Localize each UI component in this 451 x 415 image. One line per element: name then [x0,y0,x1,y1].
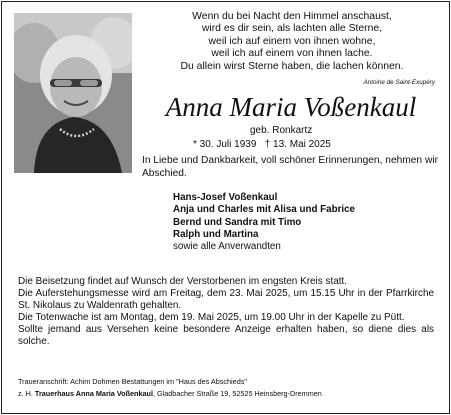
attention-line [18,388,438,400]
portrait-photo [14,13,132,173]
deceased-name: Anna Maria Voßenkaul [165,92,417,122]
poem-line: weil ich auf einem von ihnen wohne, [208,35,376,47]
poem-attribution: Antoine de Saint-Exupéry [363,79,435,86]
mourner-name: Anja und Charles mit Alisa und Fabrice [173,204,356,216]
contact-footer [18,376,438,399]
poem-line: Wenn du bei Nacht den Himmel anschaust, [192,11,392,22]
life-dates: * 30. Juli 1939 † 13. Mai 2025 [193,139,331,150]
mourner-name: Bernd und Sandra mit Timo [173,216,302,228]
birth-name: geb. Ronkartz [250,125,313,136]
notice-disclaimer: Sollte jemand aus Versehen keine besondere Anzeige erhalten haben, so diene dies als solche. [18,323,434,347]
vigil-notice: Die Totenwache ist am Montag, dem 19. Mai 2025, um 19.00 Uhr in der Kapelle zu Pütt. [18,311,405,323]
attention-prefix: z. H. [18,388,33,398]
attention-name: Trauerhaus Anna Maria Voßenkaul [34,388,153,398]
burial-notice: Die Beisetzung findet auf Wunsch der Verstorbenen im engsten Kreis statt. [18,276,348,287]
mourning-address: Traueranschrift: Achim Dohmen Bestattungen im "Haus des Abschieds" [18,377,247,386]
poem-line: wird es dir sein, als lachten alle Sterne, [201,23,383,35]
mourner-name: Ralph und Martina [173,228,259,240]
poem-line: Du allein wirst Sterne haben, die lachen können. [180,60,404,72]
mourners-closing: sowie alle Anverwandten [173,241,281,253]
mass-notice: Die Auferstehungsmesse wird am Freitag, dem 23. Mai 2025, um 15.15 Uhr in der Pfarrkirche St. Nikolaus zu Waldenrath gehalten. [18,287,434,311]
poem-line: weil ich auf einem von ihnen lache. [211,48,373,60]
service-notices [18,276,434,347]
mourner-name: Hans-Josef Voßenkaul [173,192,278,203]
poem [146,11,438,73]
farewell-text: In Liebe und Dankbarkeit, voll schöner Erinnerungen, nehmen wir Abschied. [142,155,438,179]
mourners-list [173,192,355,253]
attention-street: , Gladbacher Straße 19, 52525 Heinsberg-Dremmen [152,388,322,398]
